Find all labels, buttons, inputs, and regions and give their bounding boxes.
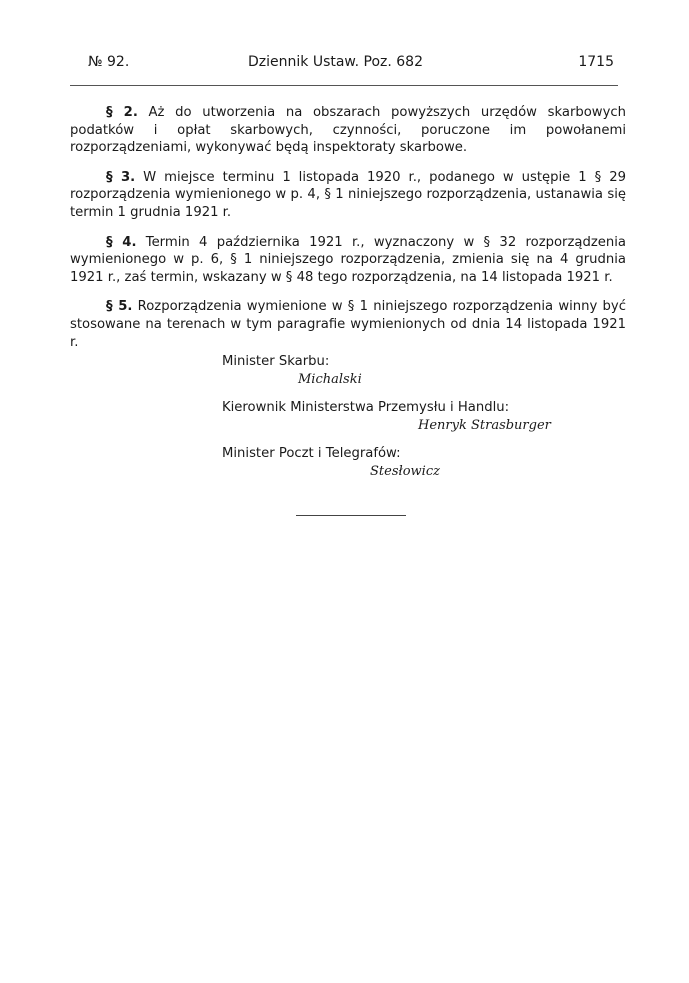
paragraph-section-3 (70, 169, 626, 222)
signatory-title: Minister Skarbu: (222, 354, 330, 369)
paragraph-section-5 (70, 298, 626, 351)
paragraph-text: Aż do utworzenia na obszarach powyższych urzędów skarbowych podatków i opłat skarbowych, czynności, poruczone im powołanemi rozporządzeniami, wykonywać będą inspektoraty skarbowe. (70, 105, 627, 156)
signatory-name: Stesłowicz (370, 464, 440, 479)
signature-industry-minister (222, 399, 582, 435)
page-header (88, 54, 614, 76)
paragraph-text: Rozporządzenia wymienione w § 1 niniejszego rozporządzenia winny być stosowane na terenach w tym paragrafie wymienionych od dnia 14 listopada 1921 r. (70, 299, 626, 350)
signatory-title: Kierownik Ministerstwa Przemysłu i Handlu: (222, 400, 510, 415)
section-marker: § 2. (106, 105, 138, 120)
paragraph-section-2 (70, 104, 626, 157)
section-marker: § 3. (106, 169, 136, 185)
journal-reference: Dziennik Ustaw. Poz. 682 (248, 54, 423, 70)
paragraph-text: W miejsce terminu 1 listopada 1920 r., podanego w ustępie 1 § 29 rozporządzenia wymienionego w p. 4, § 1 niniejszego rozporządzenia, ustanawia się termin 1 grudnia 1921 r. (70, 169, 626, 220)
signatory-title: Minister Poczt i Telegrafów: (222, 446, 401, 461)
document-body (70, 104, 626, 363)
paragraph-text: Termin 4 października 1921 r., wyznaczony w § 32 rozporządzenia wymienionego w p. 6, § 1 niniejszego rozporządzenia, zmienia się na 4 grudnia 1921 r., zaś termin, wskazany w § 48 tego rozporządzenia, na 14 listopada 1921 r. (70, 234, 626, 285)
paragraph-section-4 (70, 234, 626, 287)
issue-number: № 92. (88, 54, 130, 70)
closing-rule (296, 515, 406, 516)
signatory-name: Henryk Strasburger (418, 418, 551, 433)
header-rule (70, 85, 618, 86)
signature-post-minister (222, 445, 582, 481)
section-marker: § 4. (106, 234, 137, 250)
section-marker: § 5. (106, 299, 133, 315)
signature-block (222, 353, 582, 491)
signature-finance-minister (222, 353, 582, 389)
page-number: 1715 (578, 54, 614, 70)
signatory-name: Michalski (298, 372, 362, 387)
